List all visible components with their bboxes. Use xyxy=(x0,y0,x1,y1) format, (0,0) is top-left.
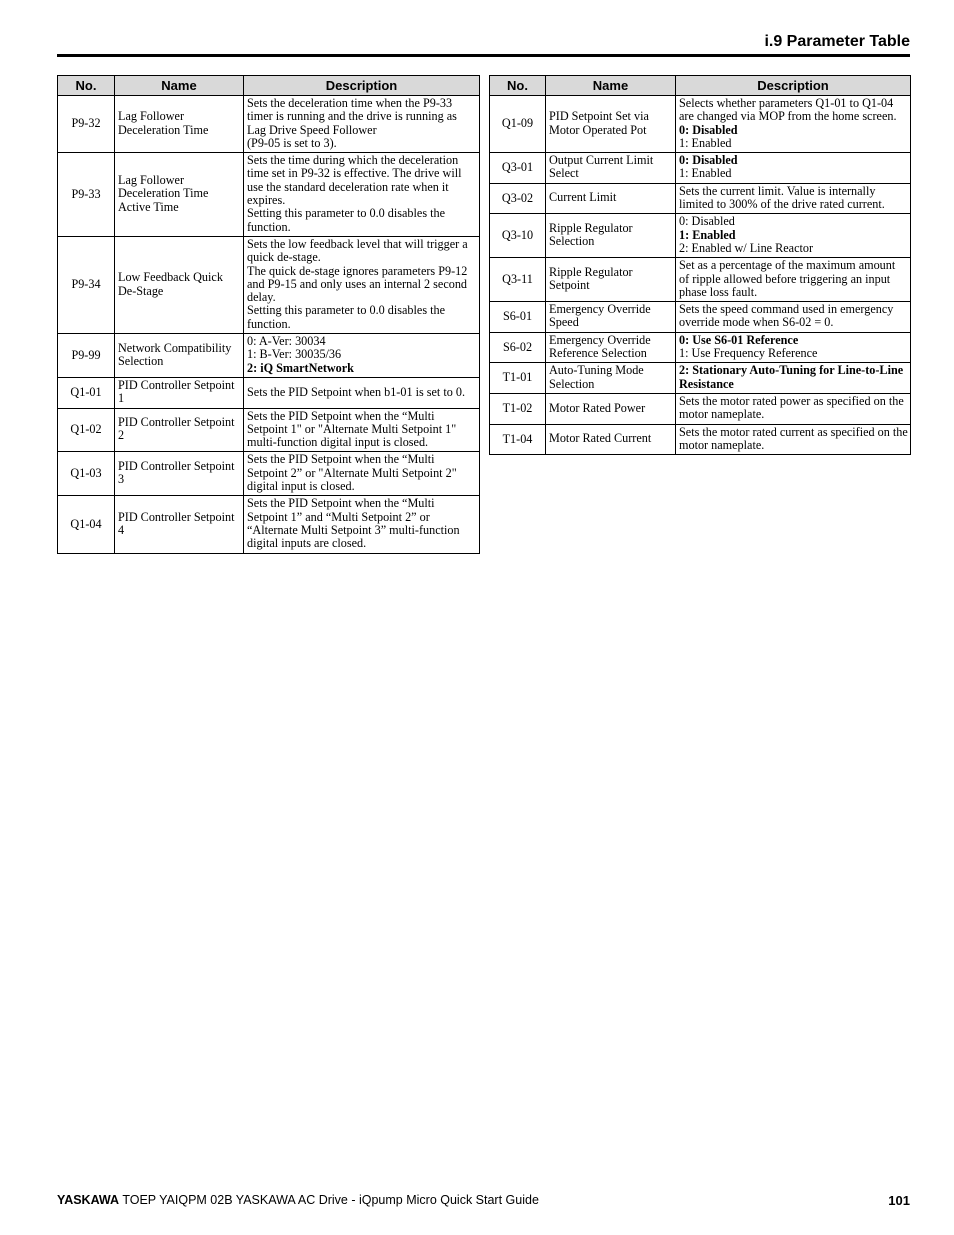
description-line: 1: Enabled xyxy=(679,227,736,242)
parameter-number: S6-02 xyxy=(490,332,546,363)
table-row xyxy=(58,96,480,153)
parameter-description xyxy=(676,96,911,153)
table-row xyxy=(490,183,911,214)
parameter-number: T1-02 xyxy=(490,393,546,424)
parameter-number: T1-01 xyxy=(490,363,546,394)
table-row xyxy=(490,258,911,302)
table-body-left xyxy=(58,96,480,554)
table-row xyxy=(490,214,911,258)
parameter-name: Current Limit xyxy=(546,183,676,214)
description-line: Sets the current limit. Value is internally limited to 300% of the drive rated current. xyxy=(679,183,885,212)
description-line: Sets the motor rated current as specified on the motor nameplate. xyxy=(679,424,908,452)
table-row xyxy=(490,363,911,394)
parameter-description xyxy=(676,332,911,363)
table-row xyxy=(58,496,480,553)
table-row xyxy=(58,377,480,408)
parameter-name: Lag Follower Deceleration Time Active Time xyxy=(115,153,244,237)
parameter-description xyxy=(676,183,911,214)
table-row xyxy=(58,452,480,496)
parameter-table-right xyxy=(489,75,911,455)
description-line: Sets the speed command used in emergency override mode when S6-02 = 0. xyxy=(679,302,894,330)
column-header-name: Name xyxy=(115,76,244,96)
column-header-no: No. xyxy=(490,76,546,96)
description-line: Setting this parameter to 0.0 disables the function. xyxy=(247,303,446,331)
description-line: 2: Enabled w/ Line Reactor xyxy=(679,240,814,255)
description-line: 2: Stationary Auto-Tuning for Line-to-Line Resistance xyxy=(679,363,904,391)
parameter-description xyxy=(244,408,480,452)
parameter-name: Output Current Limit Select xyxy=(546,153,676,184)
table-row xyxy=(490,424,911,455)
column-header-no: No. xyxy=(58,76,115,96)
description-line: 0: Disabled xyxy=(679,153,738,168)
parameter-description xyxy=(676,153,911,184)
parameter-number: P9-32 xyxy=(58,96,115,153)
parameter-number: Q1-02 xyxy=(58,408,115,452)
table-row xyxy=(58,408,480,452)
description-line: 0: Disabled xyxy=(679,122,738,137)
description-line: 1: Use Frequency Reference xyxy=(679,346,818,361)
description-line: Setting this parameter to 0.0 disables the function. xyxy=(247,206,446,234)
table-header-row xyxy=(58,76,480,96)
description-line: 1: Enabled xyxy=(679,166,732,181)
parameter-name: PID Controller Setpoint 4 xyxy=(115,496,244,553)
table-row xyxy=(490,393,911,424)
parameter-description xyxy=(244,452,480,496)
parameter-description xyxy=(244,377,480,408)
table-row xyxy=(58,236,480,333)
parameter-number: Q1-01 xyxy=(58,377,115,408)
description-line: 0: A-Ver: 30034 xyxy=(247,334,326,349)
description-line: 0: Use S6-01 Reference xyxy=(679,332,799,347)
table-row xyxy=(490,96,911,153)
parameter-description xyxy=(244,334,480,378)
parameter-name: Motor Rated Current xyxy=(546,424,676,455)
parameter-number: Q3-02 xyxy=(490,183,546,214)
description-line: 0: Disabled xyxy=(679,214,735,229)
parameter-number: P9-33 xyxy=(58,153,115,237)
footer-brand: YASKAWA xyxy=(57,1193,120,1207)
parameter-description xyxy=(676,214,911,258)
description-line: Sets the motor rated power as specified on the motor nameplate. xyxy=(679,393,904,422)
page-footer xyxy=(57,1193,539,1207)
parameter-description xyxy=(244,236,480,333)
description-line: Sets the PID Setpoint when b1-01 is set to 0. xyxy=(247,384,466,399)
column-header-description: Description xyxy=(676,76,911,96)
parameter-number: Q3-11 xyxy=(490,258,546,302)
parameter-name: Emergency Override Reference Selection xyxy=(546,332,676,363)
description-line: Set as a percentage of the maximum amount of ripple allowed before triggering an input phase loss fault. xyxy=(679,258,896,299)
parameter-table-left xyxy=(57,75,480,554)
description-line: Sets the PID Setpoint when the “Multi Setpoint 1” and “Multi Setpoint 2” or “Alternate Multi Setpoint 3” multi-function digital inputs are closed. xyxy=(247,496,460,551)
parameter-number: Q3-10 xyxy=(490,214,546,258)
description-line: (P9-05 is set to 3). xyxy=(247,135,337,150)
parameter-name: Network Compatibility Selection xyxy=(115,334,244,378)
parameter-number: S6-01 xyxy=(490,302,546,333)
parameter-description xyxy=(676,302,911,333)
parameter-name: Lag Follower Deceleration Time xyxy=(115,96,244,153)
table-row xyxy=(58,334,480,378)
parameter-description xyxy=(244,153,480,237)
description-line: Selects whether parameters Q1-01 to Q1-04 are changed via MOP from the home screen. xyxy=(679,96,897,124)
table-body-right xyxy=(490,96,911,455)
table-row xyxy=(490,332,911,363)
description-line: The quick de-stage ignores parameters P9-12 and P9-15 and only uses an internal 2 second delay. xyxy=(247,263,468,305)
page-header-title: i.9 Parameter Table xyxy=(764,33,910,50)
parameter-number: Q1-09 xyxy=(490,96,546,153)
table-header-row xyxy=(490,76,911,96)
column-header-name: Name xyxy=(546,76,676,96)
parameter-name: Emergency Override Speed xyxy=(546,302,676,333)
parameter-name: Ripple Regulator Selection xyxy=(546,214,676,258)
parameter-number: Q1-04 xyxy=(58,496,115,553)
description-line: 1: B-Ver: 30035/36 xyxy=(247,347,342,362)
parameter-description xyxy=(244,96,480,153)
parameter-number: T1-04 xyxy=(490,424,546,455)
description-line: Sets the PID Setpoint when the “Multi Setpoint 2” or "Alternate Multi Setpoint 2" digital input is closed. xyxy=(247,452,457,494)
table-row xyxy=(490,153,911,184)
parameter-name: Low Feedback Quick De-Stage xyxy=(115,236,244,333)
table-row xyxy=(58,153,480,237)
description-line: Sets the time during which the deceleration time set in P9-32 is effective. The drive will use the standard deceleration rate when it expires. xyxy=(247,153,462,208)
parameter-name: PID Controller Setpoint 2 xyxy=(115,408,244,452)
parameter-description xyxy=(676,393,911,424)
parameter-name: Motor Rated Power xyxy=(546,393,676,424)
description-line: 2: iQ SmartNetwork xyxy=(247,360,354,375)
page-number: 101 xyxy=(888,1193,910,1208)
parameter-name: PID Setpoint Set via Motor Operated Pot xyxy=(546,96,676,153)
table-row xyxy=(490,302,911,333)
parameter-number: P9-99 xyxy=(58,334,115,378)
description-line: Sets the low feedback level that will trigger a quick de-stage. xyxy=(247,236,468,265)
parameter-description xyxy=(676,258,911,302)
parameter-name: PID Controller Setpoint 1 xyxy=(115,377,244,408)
parameter-number: Q1-03 xyxy=(58,452,115,496)
parameter-description xyxy=(676,363,911,394)
description-line: 1: Enabled xyxy=(679,135,732,150)
parameter-number: Q3-01 xyxy=(490,153,546,184)
parameter-description xyxy=(244,496,480,553)
header-rule xyxy=(57,54,910,57)
parameter-name: PID Controller Setpoint 3 xyxy=(115,452,244,496)
parameter-name: Ripple Regulator Setpoint xyxy=(546,258,676,302)
column-header-description: Description xyxy=(244,76,480,96)
description-line: Sets the PID Setpoint when the “Multi Setpoint 1" or "Alternate Multi Setpoint 1" multi-function digital input is closed. xyxy=(247,408,457,450)
description-line: Sets the deceleration time when the P9-33 timer is running and the drive is running as Lag Drive Speed Follower xyxy=(247,96,457,137)
parameter-name: Auto-Tuning Mode Selection xyxy=(546,363,676,394)
footer-document-title: TOEP YAIQPM 02B YASKAWA AC Drive - iQpump Micro Quick Start Guide xyxy=(122,1193,539,1207)
parameter-number: P9-34 xyxy=(58,236,115,333)
parameter-description xyxy=(676,424,911,455)
